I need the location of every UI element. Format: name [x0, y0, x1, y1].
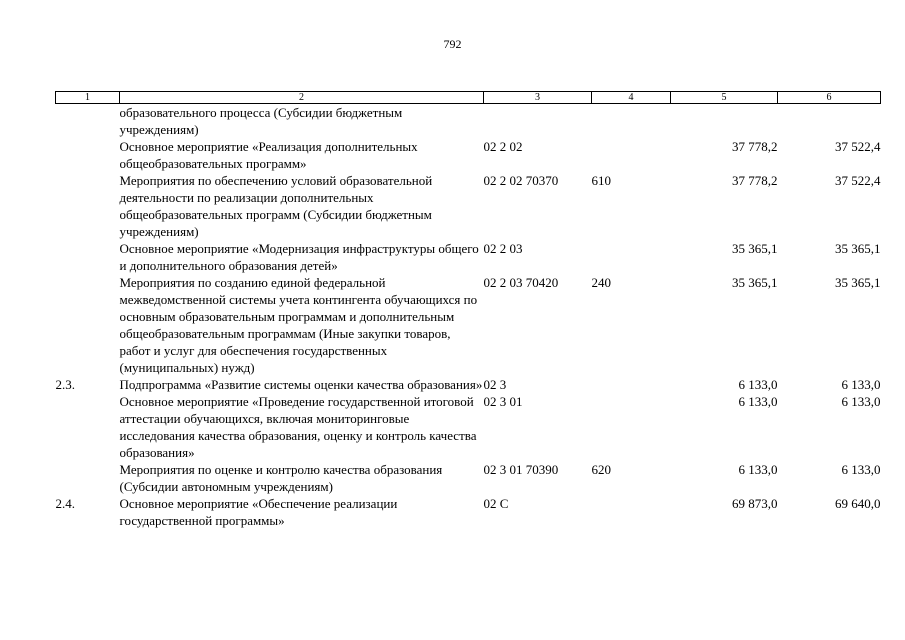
table-row: [56, 104, 881, 139]
row-code: 02 3: [483, 377, 507, 392]
table-row: [56, 495, 881, 529]
row-amount-2: 6 133,0: [841, 394, 881, 409]
row-name: Основное мероприятие «Проведение государственной итоговой аттестации обучающихся, включая мониторинговые исследования качества образования, оценку и контроль качества образования»: [119, 394, 477, 460]
column-header-4: 4: [592, 92, 671, 104]
row-amount-2: 6 133,0: [841, 377, 881, 392]
row-expense-type: 610: [591, 173, 611, 188]
row-code: 02 2 02: [483, 139, 523, 154]
row-amount-1: 6 133,0: [738, 377, 778, 392]
row-code: 02 3 01: [483, 394, 523, 409]
row-code: 02 С: [483, 496, 509, 511]
table-row: [56, 138, 881, 172]
row-name: образовательного процесса (Субсидии бюджетным учреждениям): [119, 105, 403, 137]
page-number: 792: [443, 37, 462, 51]
table-row: [56, 172, 881, 240]
row-code: [484, 104, 592, 139]
row-number: [56, 461, 120, 495]
row-name: Мероприятия по оценке и контролю качества образования (Субсидии автономным учреждениям): [119, 462, 443, 494]
row-amount-2: 35 365,1: [835, 241, 881, 256]
table-row: [56, 240, 881, 274]
row-amount-2: [778, 104, 881, 139]
row-amount-2: 37 522,4: [835, 139, 881, 154]
row-expense-type: [592, 104, 671, 139]
row-number: [56, 172, 120, 240]
row-name: Мероприятия по обеспечению условий образовательной деятельности по реализации дополнительных общеобразовательных программ (Субсидии бюджетным учреждениям): [119, 173, 433, 239]
row-expense-type: 620: [591, 462, 611, 477]
column-number-header-row: [56, 92, 881, 104]
row-code: 02 2 03 70420: [483, 275, 559, 290]
column-header-2: 2: [120, 92, 484, 104]
row-amount-1: 69 873,0: [732, 496, 778, 511]
row-amount-1: 6 133,0: [738, 462, 778, 477]
column-header-3: 3: [484, 92, 592, 104]
row-amount-1: 6 133,0: [738, 394, 778, 409]
row-expense-type: [592, 393, 671, 461]
row-number: 2.4.: [55, 496, 75, 511]
row-number: [56, 138, 120, 172]
row-number: 2.3.: [55, 377, 75, 392]
column-header-5: 5: [671, 92, 778, 104]
table-row: [56, 376, 881, 393]
row-number: [56, 240, 120, 274]
row-expense-type: 240: [591, 275, 611, 290]
table-row: [56, 461, 881, 495]
table-row: [56, 274, 881, 376]
column-header-1: 1: [56, 92, 120, 104]
row-expense-type: [592, 138, 671, 172]
column-header-6: 6: [778, 92, 881, 104]
row-number: [56, 104, 120, 139]
row-amount-2: 69 640,0: [835, 496, 881, 511]
row-name: Основное мероприятие «Реализация дополнительных общеобразовательных программ»: [119, 139, 418, 171]
row-name: Подпрограмма «Развитие системы оценки качества образования»: [119, 377, 483, 392]
row-number: [56, 393, 120, 461]
row-amount-2: 6 133,0: [841, 462, 881, 477]
row-expense-type: [592, 376, 671, 393]
budget-table: [55, 91, 881, 529]
row-number: [56, 274, 120, 376]
table-row: [56, 393, 881, 461]
row-code: 02 3 01 70390: [483, 462, 559, 477]
row-amount-1: 35 365,1: [732, 241, 778, 256]
row-amount-2: 37 522,4: [835, 173, 881, 188]
row-expense-type: [592, 240, 671, 274]
row-amount-1: 37 778,2: [732, 139, 778, 154]
row-amount-2: 35 365,1: [835, 275, 881, 290]
row-code: 02 2 03: [483, 241, 523, 256]
row-amount-1: 37 778,2: [732, 173, 778, 188]
row-name: Основное мероприятие «Модернизация инфраструктуры общего и дополнительного образования детей»: [119, 241, 479, 273]
row-code: 02 2 02 70370: [483, 173, 559, 188]
row-name: Мероприятия по созданию единой федеральной межведомственной системы учета контингента обучающихся по основным образовательным программам и дополнительным общеобразовательным программам (Иные закупки товаров, работ и услуг для обеспечения государственных (муниципальных) нужд): [119, 275, 478, 375]
row-expense-type: [592, 495, 671, 529]
row-amount-1: [671, 104, 778, 139]
row-name: Основное мероприятие «Обеспечение реализации государственной программы»: [119, 496, 398, 528]
row-amount-1: 35 365,1: [732, 275, 778, 290]
